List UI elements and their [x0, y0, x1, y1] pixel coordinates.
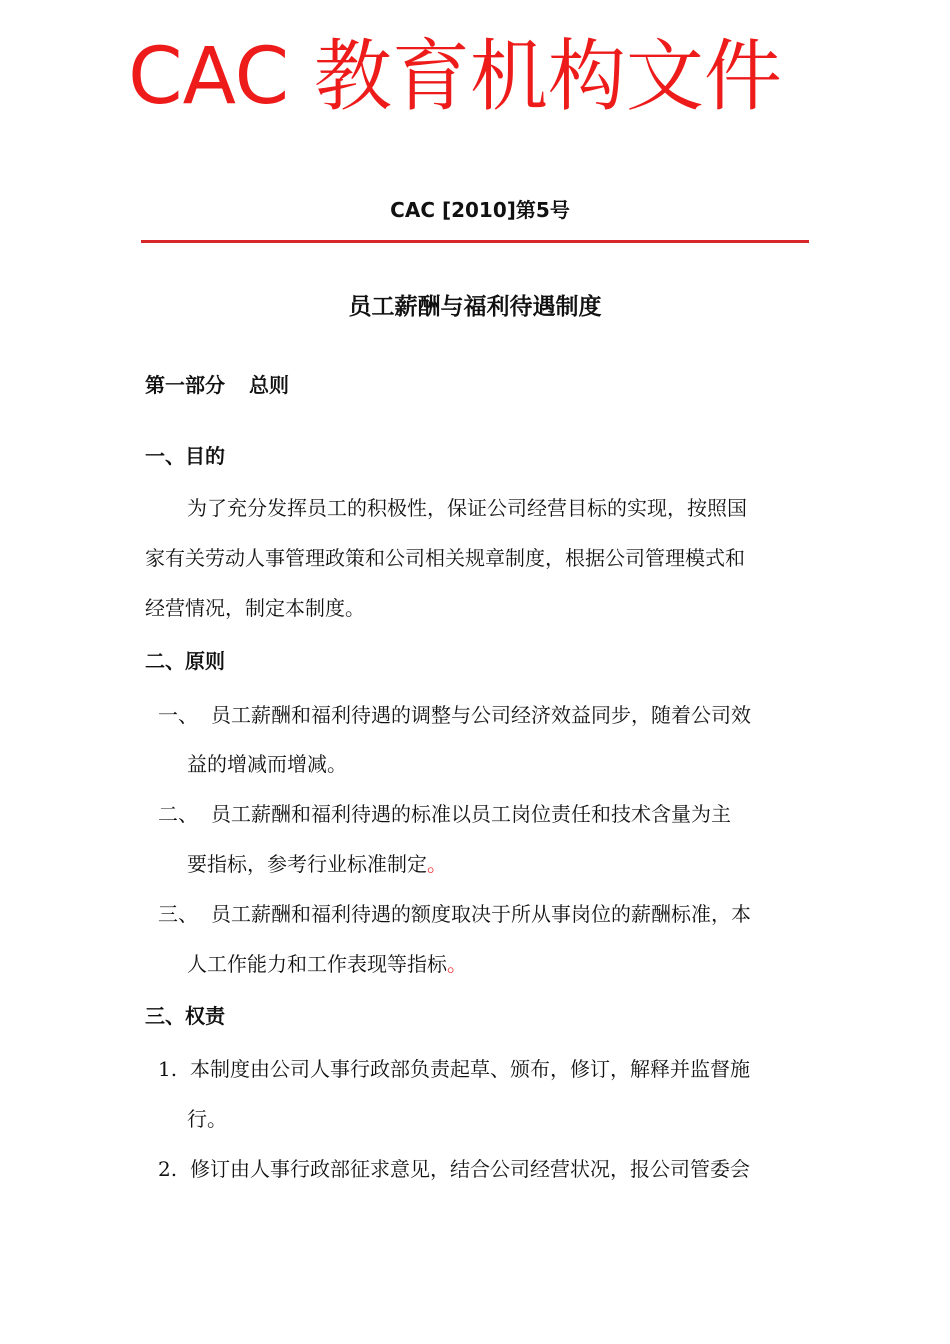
- organization-title: CAC 教育机构文件: [128, 32, 782, 122]
- list-marker: 三、: [158, 902, 198, 926]
- list-item-text: 人工作能力和工作表现等指标: [187, 952, 447, 976]
- section-heading-responsibilities: 三、权责: [145, 1004, 225, 1028]
- list-item-line: 修订由人事行政部征求意见，结合公司经营状况，报公司管委会: [190, 1157, 750, 1181]
- list-marker: 1.: [158, 1057, 178, 1081]
- paragraph-line: 为了充分发挥员工的积极性，保证公司经营目标的实现，按照国: [187, 496, 747, 520]
- list-item-text: 要指标，参考行业标准制定: [187, 852, 427, 876]
- header-divider: [141, 240, 809, 243]
- list-item-line: 行。: [187, 1107, 227, 1131]
- paragraph-line: 经营情况，制定本制度。: [145, 596, 365, 620]
- red-period-mark: 。: [447, 952, 467, 976]
- part-label: 第一部分: [145, 373, 225, 397]
- list-item-line: 益的增减而增减。: [187, 752, 347, 776]
- list-item-line: [187, 849, 447, 879]
- list-item-line: 员工薪酬和福利待遇的调整与公司经济效益同步，随着公司效: [211, 703, 751, 727]
- list-marker: 二、: [158, 802, 198, 826]
- section-heading-principles: 二、原则: [145, 649, 225, 673]
- list-item-line: 员工薪酬和福利待遇的额度取决于所从事岗位的薪酬标准，本: [211, 902, 751, 926]
- paragraph-line: 家有关劳动人事管理政策和公司相关规章制度，根据公司管理模式和: [145, 546, 745, 570]
- document-number: CAC [2010]第5号: [390, 198, 570, 222]
- red-period-mark: 。: [427, 852, 447, 876]
- section-heading-purpose: 一、目的: [145, 444, 225, 468]
- list-item-line: 本制度由公司人事行政部负责起草、颁布，修订，解释并监督施: [190, 1057, 750, 1081]
- list-item-line: [187, 949, 467, 979]
- list-marker: 2.: [158, 1157, 178, 1181]
- document-title: 员工薪酬与福利待遇制度: [348, 294, 602, 320]
- part-name: 总则: [249, 373, 289, 397]
- list-item-line: 员工薪酬和福利待遇的标准以员工岗位责任和技术含量为主: [211, 802, 731, 826]
- part-heading: [145, 370, 289, 400]
- list-marker: 一、: [158, 703, 198, 727]
